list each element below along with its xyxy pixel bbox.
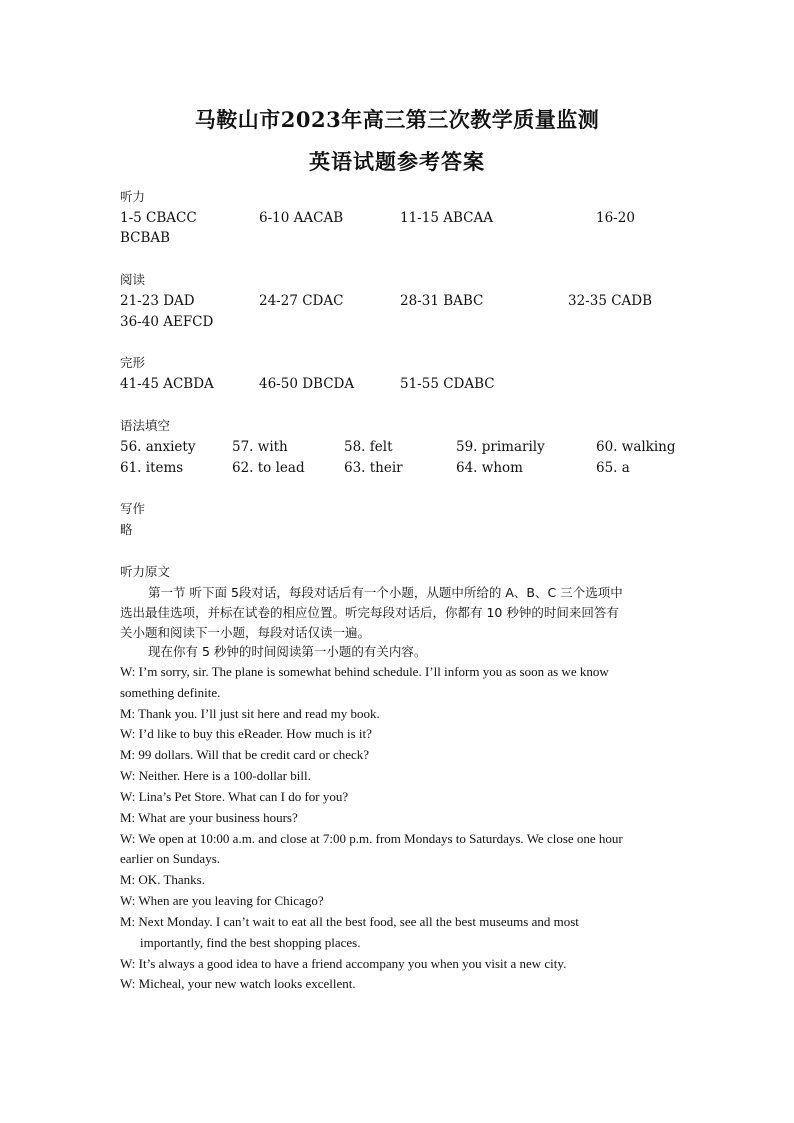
reading-heading: 阅读 xyxy=(120,272,146,287)
grammar-answer: 64. whom xyxy=(456,460,523,476)
transcript-line: W: I’d like to buy this eReader. How much is it? xyxy=(120,726,372,741)
reading-answer: 28-31 BABC xyxy=(400,293,484,309)
transcript-line: W: Neither. Here is a 100-dollar bill. xyxy=(120,768,311,783)
transcript-line: something definite. xyxy=(120,685,221,700)
transcript-line: W: We open at 10:00 a.m. and close at 7:00 p.m. from Mondays to Saturdays. We close one hour xyxy=(120,831,623,846)
transcript-line: M: What are your business hours? xyxy=(120,810,298,825)
transcript-line: W: Micheal, your new watch looks excellent. xyxy=(120,976,356,991)
grammar-answer: 56. anxiety xyxy=(120,439,196,455)
reading-answer: 32-35 CADB xyxy=(568,293,653,309)
grammar-heading: 语法填空 xyxy=(120,418,171,433)
transcript-intro-line: 关小题和阅读下一小题，每段对话仅读一遍。 xyxy=(120,625,371,640)
listening-heading: 听力 xyxy=(120,189,146,204)
grammar-answer: 58. felt xyxy=(344,439,393,455)
transcript-intro-line: 第一节 听下面 5段对话，每段对话后有一个小题，从题中所给的 A、B、C 三个选项中 xyxy=(148,585,623,600)
cloze-heading: 完形 xyxy=(120,355,146,370)
grammar-answer: 62. to lead xyxy=(232,460,305,476)
writing-heading: 写作 xyxy=(120,501,146,516)
grammar-answer: 59. primarily xyxy=(456,439,545,455)
transcript-line: W: When are you leaving for Chicago? xyxy=(120,893,324,908)
transcript-line: W: It’s always a good idea to have a friend accompany you when you visit a new city. xyxy=(120,956,567,971)
transcript-line: M: Thank you. I’ll just sit here and read my book. xyxy=(120,706,380,721)
grammar-answer: 65. a xyxy=(596,460,630,476)
grammar-answer: 63. their xyxy=(344,460,403,476)
reading-answer: 21-23 DAD xyxy=(120,293,195,309)
cloze-answer: 41-45 ACBDA xyxy=(120,376,214,392)
grammar-answer: 57. with xyxy=(232,439,288,455)
document-subtitle: 英语试题参考答案 xyxy=(309,149,485,174)
grammar-answer: 61. items xyxy=(120,460,184,476)
writing-content: 略 xyxy=(120,522,133,537)
document-title: 马鞍山市2023年高三第三次教学质量监测 xyxy=(194,107,600,132)
listening-answer: 1-5 CBACC xyxy=(120,210,197,226)
listening-answer: 16-20 xyxy=(596,210,635,226)
transcript-intro-line: 现在你有 5 秒钟的时间阅读第一小题的有关内容。 xyxy=(148,644,427,659)
transcript-line: M: OK. Thanks. xyxy=(120,872,205,887)
reading-answer: 24-27 CDAC xyxy=(259,293,344,309)
transcript-line: importantly, find the best shopping places. xyxy=(140,935,361,950)
transcript-intro-line: 选出最佳选项，并标在试卷的相应位置。听完每段对话后，你都有 10 秒钟的时间来回答有 xyxy=(120,605,619,620)
cloze-answer: 51-55 CDABC xyxy=(400,376,495,392)
listening-answer: 6-10 AACAB xyxy=(259,210,344,226)
reading-answer: 36-40 AEFCD xyxy=(120,314,214,330)
cloze-answer: 46-50 DBCDA xyxy=(259,376,355,392)
transcript-line: M: 99 dollars. Will that be credit card or check? xyxy=(120,747,370,762)
transcript-line: W: Lina’s Pet Store. What can I do for you? xyxy=(120,789,349,804)
transcript-line: earlier on Sundays. xyxy=(120,851,221,866)
listening-answer: 11-15 ABCAA xyxy=(400,210,493,226)
transcript-line: M: Next Monday. I can’t wait to eat all the best food, see all the best museums and most xyxy=(120,914,579,929)
transcript-heading: 听力原文 xyxy=(120,564,171,579)
transcript-line: W: I’m sorry, sir. The plane is somewhat behind schedule. I’ll inform you as soon as we know xyxy=(120,664,609,679)
listening-answer: BCBAB xyxy=(120,230,171,246)
grammar-answer: 60. walking xyxy=(596,439,676,455)
